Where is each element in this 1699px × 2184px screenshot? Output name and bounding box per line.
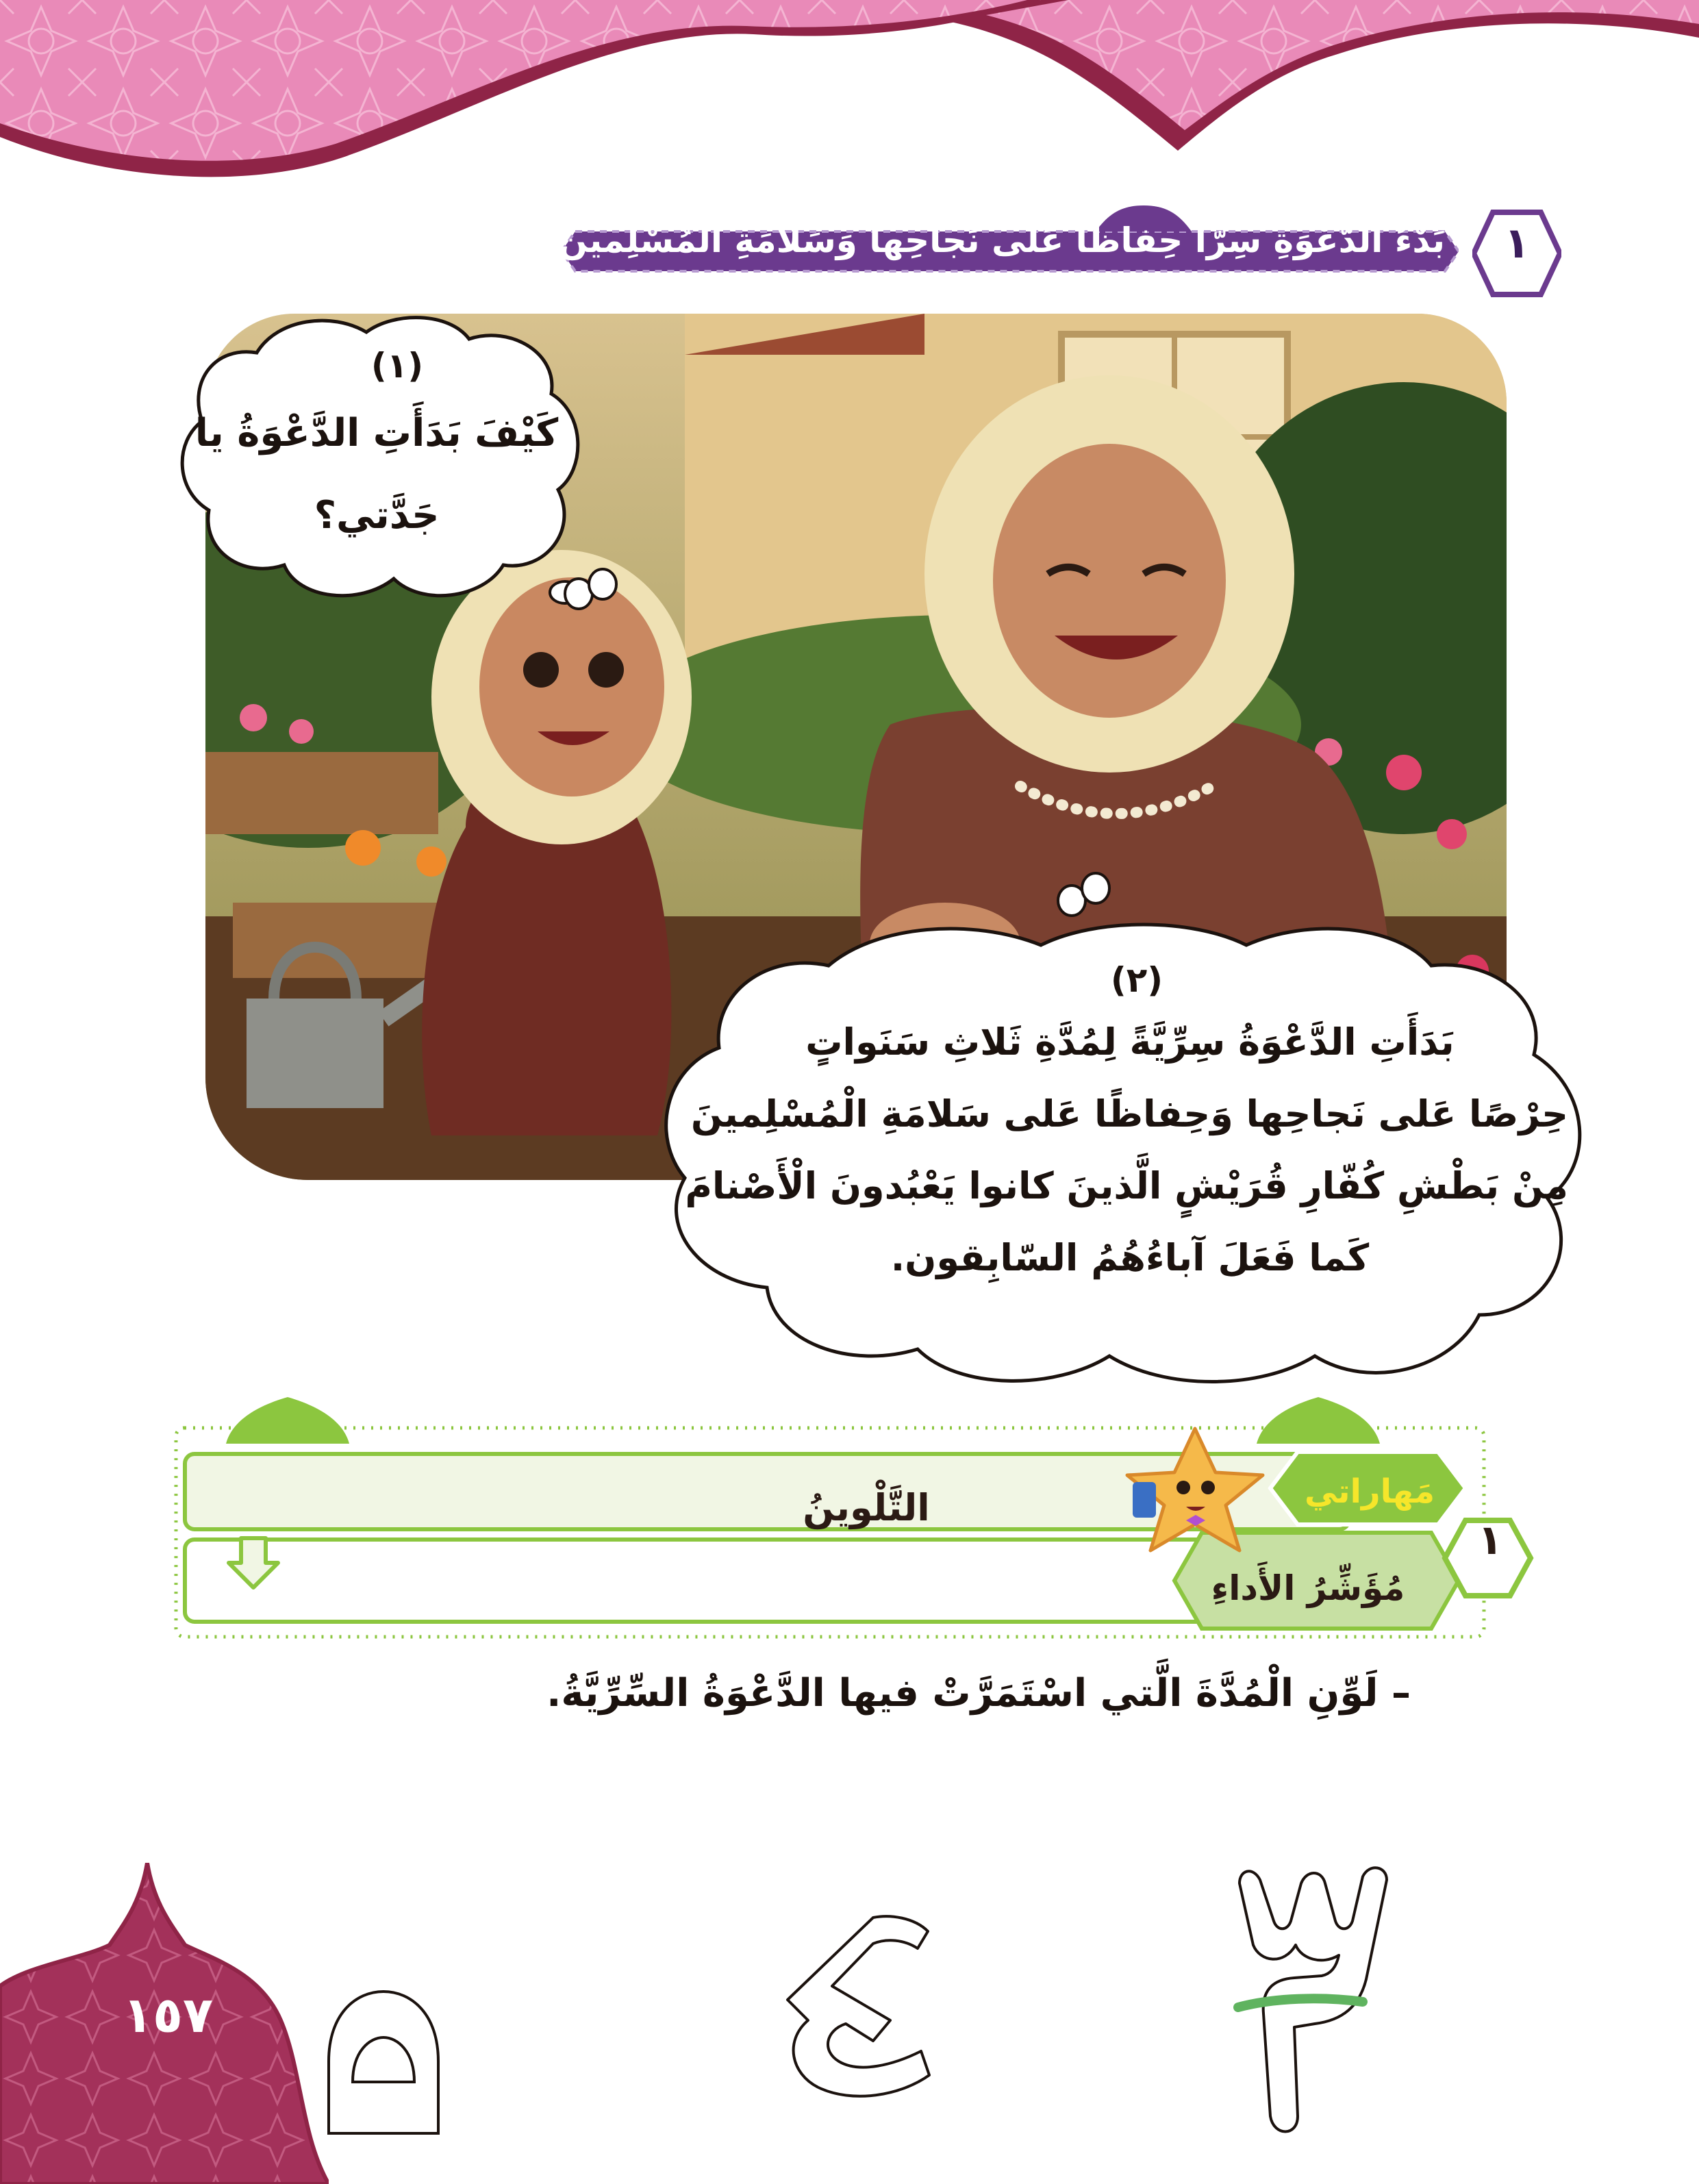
speech-bubble-2-number: (٢) bbox=[1110, 960, 1163, 1000]
option-five[interactable] bbox=[315, 1986, 452, 2137]
speech-dots-2 bbox=[1055, 866, 1116, 921]
performance-indicator-value[interactable] bbox=[288, 1568, 1109, 1616]
skill-name: التَّلْوينُ bbox=[803, 1486, 930, 1529]
speech-bubble-2-line-2: حِرْصًا عَلى نَجاحِها وَحِفاظًا عَلى سَلامَةِ الْمُسْلِمينَ bbox=[690, 1092, 1568, 1135]
speech-bubble-1-number: (١) bbox=[370, 346, 424, 386]
selection-mark bbox=[1233, 1990, 1370, 2017]
speech-bubble-2-line-4: كَما فَعَلَ آباءُهُمُ السّابِقون. bbox=[890, 1236, 1370, 1279]
star-mascot-icon bbox=[1123, 1424, 1267, 1555]
performance-indicator-label: مُؤَشِّرُ الأَداءِ bbox=[1211, 1568, 1405, 1608]
lesson-number: ١ bbox=[1504, 218, 1530, 268]
speech-bubble-1-line-1: كَيْفَ بَدَأَتِ الدَّعْوَةُ يا bbox=[194, 411, 559, 455]
lesson-title: بَدْءُ الدَّعْوَةِ سِرًّا حِفاظًا عَلى نَجاحِها وَسَلامَةِ الْمُسْلِمين. bbox=[545, 221, 1445, 260]
page-number: ١٥٧ bbox=[123, 1986, 213, 2044]
coloring-instruction: – لَوِّنِ الْمُدَّةَ الَّتي اسْتَمَرَّتْ فيها الدَّعْوَةُ السِّرِّيَّةُ. bbox=[546, 1671, 1411, 1716]
option-four[interactable] bbox=[770, 1911, 942, 2103]
speech-bubble-1-line-2: جَدَّتي؟ bbox=[314, 493, 440, 538]
speech-bubble-2-line-1: بَدَأَتِ الدَّعْوَةُ سِرِّيَّةً لِمُدَّةِ ثَلاثِ سَنَواتٍ bbox=[805, 1020, 1455, 1064]
skill-number: ١ bbox=[1477, 1516, 1503, 1564]
down-arrow-icon bbox=[226, 1535, 281, 1590]
speech-bubble-2-line-3: مِنْ بَطْشِ كُفّارِ قُرَيْشٍ الَّذينَ كانوا يَعْبُدونَ الْأَصْنامَ bbox=[685, 1164, 1568, 1207]
speech-dots-1 bbox=[562, 565, 623, 613]
skills-section-label: مَهاراتي bbox=[1304, 1472, 1435, 1511]
top-decorative-banner bbox=[0, 0, 1699, 205]
